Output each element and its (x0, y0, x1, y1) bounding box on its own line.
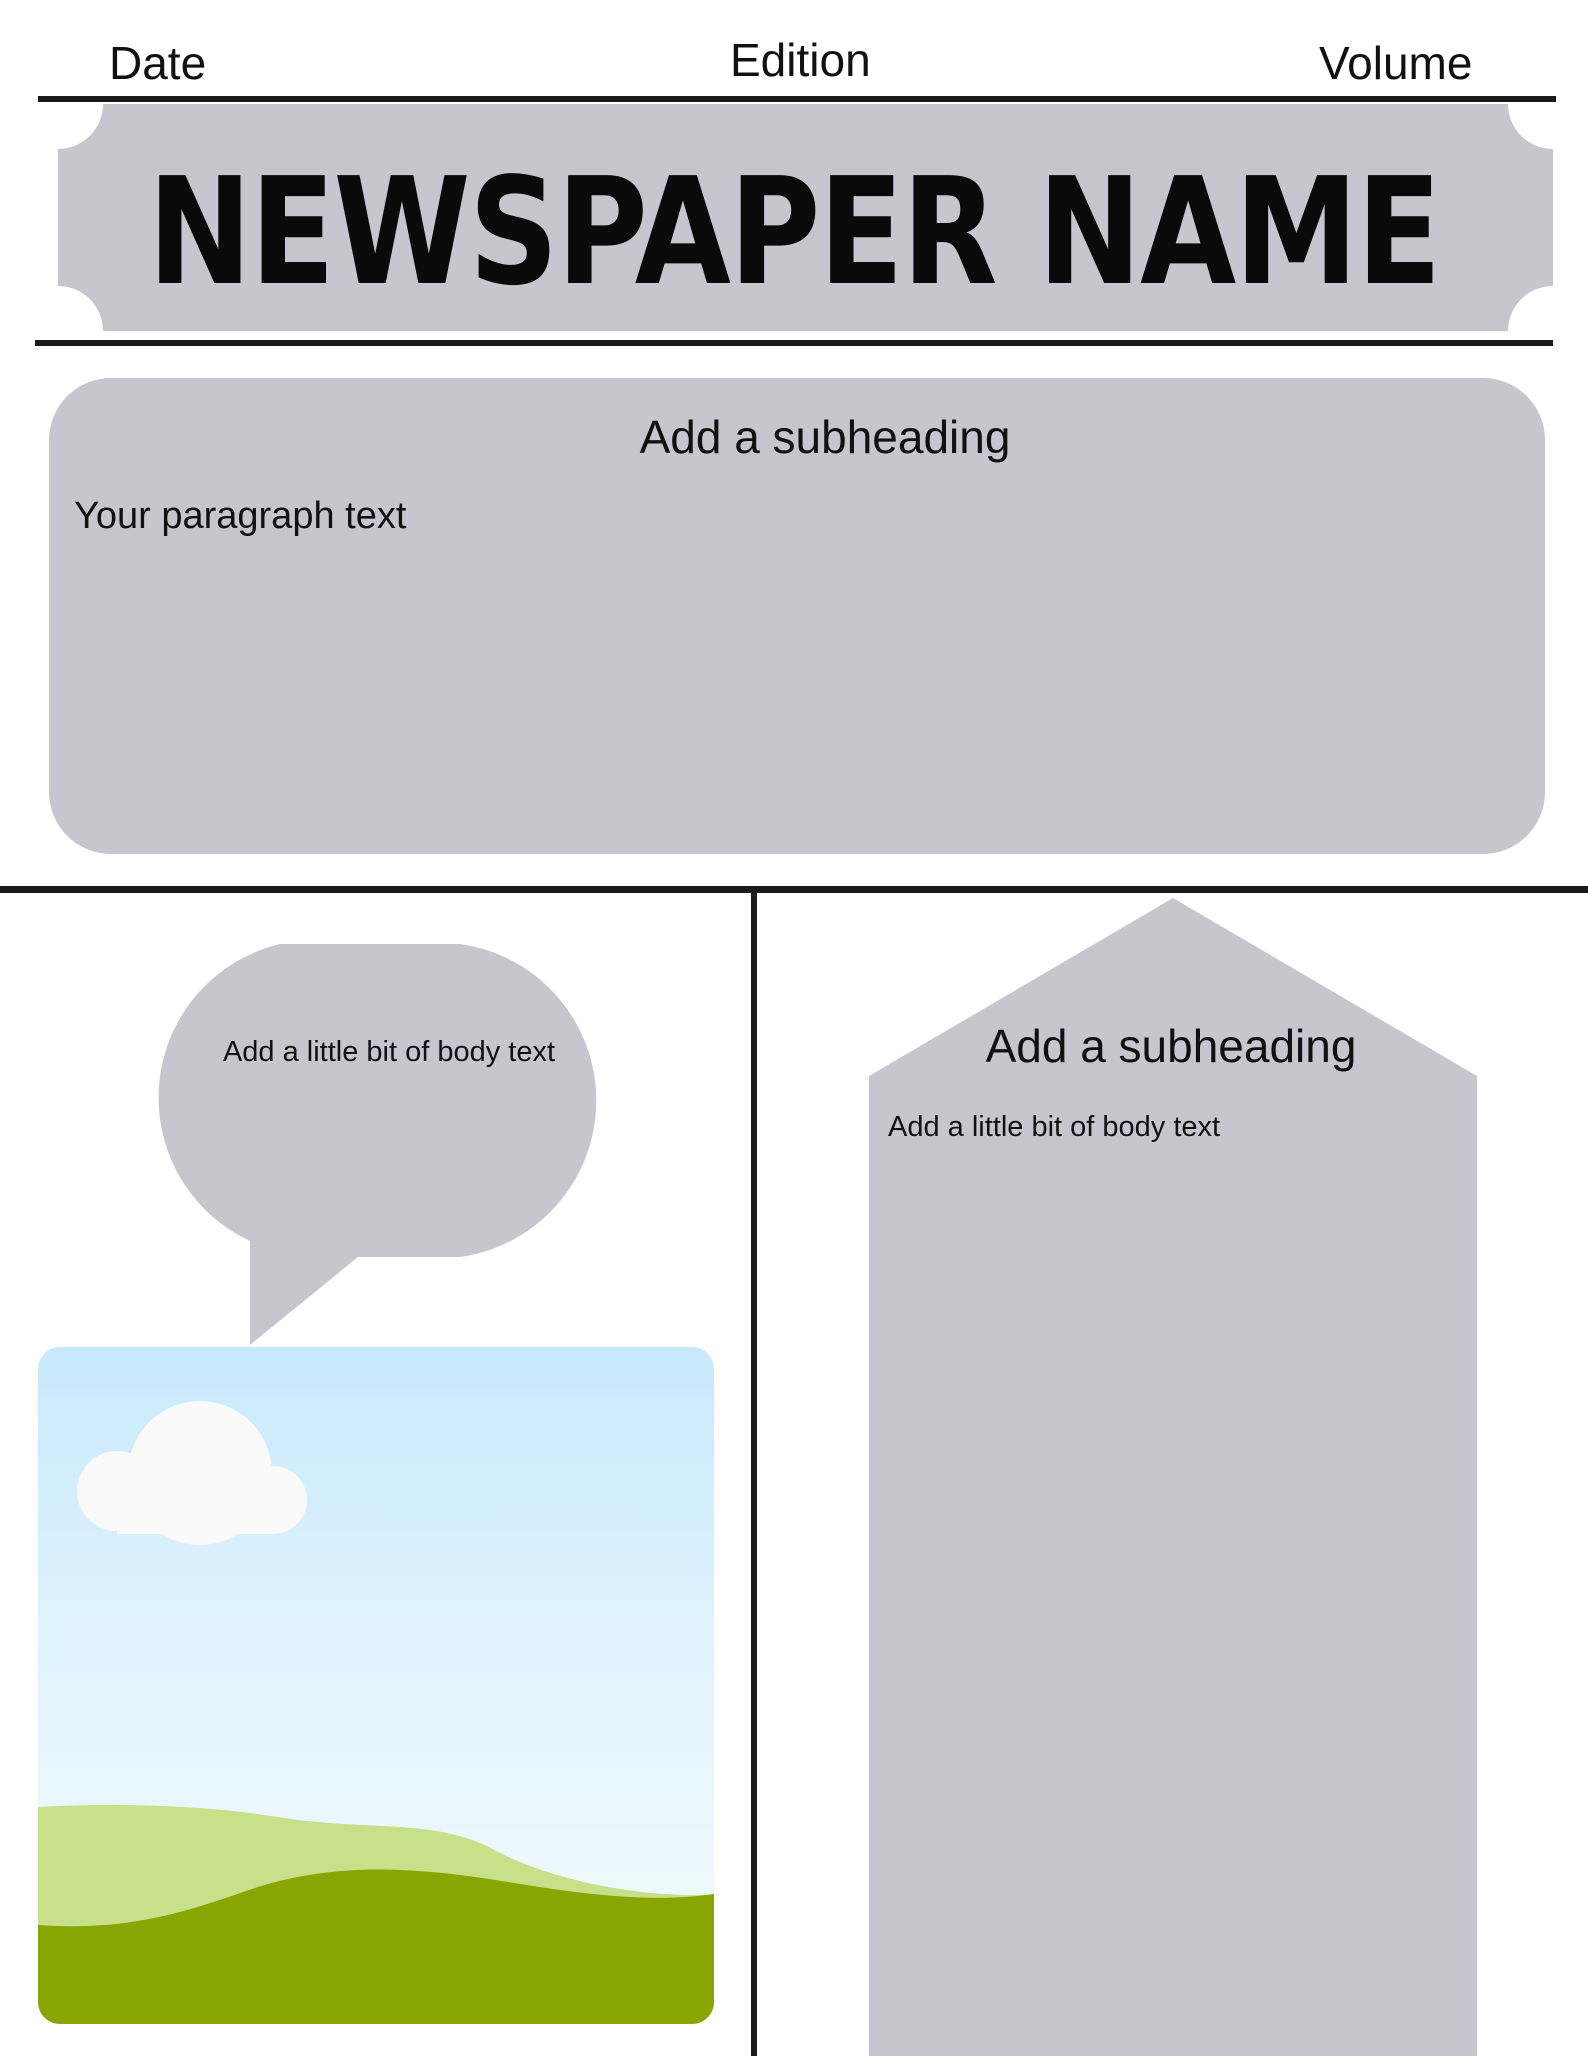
top-rule (38, 96, 1556, 102)
speech-bubble-text[interactable]: Add a little bit of body text (222, 1036, 556, 1068)
volume-label: Volume (1319, 37, 1473, 89)
landscape-picture[interactable] (38, 1347, 714, 2024)
top-story-paragraph[interactable]: Your paragraph text (74, 495, 407, 537)
masthead-bottom-rule (35, 340, 1553, 346)
arrow-column-body[interactable]: Add a little bit of body text (888, 1111, 1221, 1143)
date-label: Date (109, 37, 207, 89)
top-story-subheading[interactable]: Add a subheading (639, 411, 1011, 463)
arrow-column-subheading[interactable]: Add a subheading (985, 1020, 1357, 1072)
cloud-icon (77, 1401, 307, 1545)
speech-bubble-shape (159, 944, 597, 1345)
edition-label: Edition (730, 34, 871, 86)
newspaper-name[interactable]: NEWSPAPER NAME (147, 146, 1440, 318)
speech-bubble (0, 930, 760, 1350)
section-divider-rule (0, 886, 1588, 893)
